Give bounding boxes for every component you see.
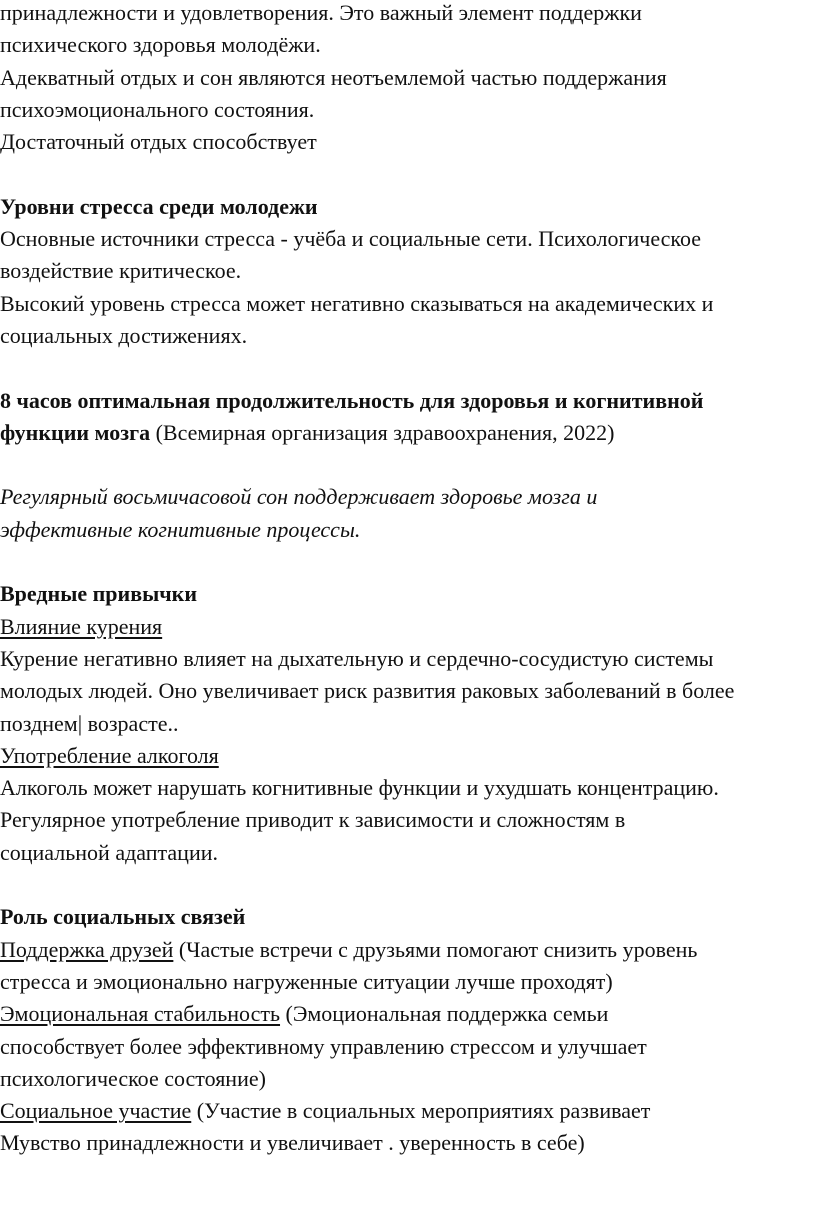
smoking-line-1: Курение негативно влияет на дыхательную и сердечно-сосудистую системы [0,645,714,671]
participation-title: Социальное участие [0,1098,192,1124]
participation-line-1 [0,1095,816,1127]
alcohol-title-line [0,740,816,772]
emotional-line-2: способствует более эффективному управлению стрессом и улучшает [0,1033,647,1059]
alcohol-line-1: Алкоголь может нарушать когнитивные функции и ухудшать концентрацию. [0,775,719,801]
emotional-line-1 [0,998,816,1030]
stress-line-2: воздействие критическое. [0,258,242,284]
intro-line-5: Достаточный отдых способствует [0,129,317,155]
alcohol-line-2: Регулярное употребление приводит к зависимости и сложностям в [0,807,626,833]
habits-heading: Вредные привычки [0,581,198,607]
sleep-italic-line-1: Регулярный восьмичасовой сон поддерживает здоровье мозга и [0,484,598,510]
smoking-title-line [0,611,816,643]
sleep-line-2 [0,417,816,449]
stress-heading: Уровни стресса среди молодежи [0,193,318,219]
spacer [0,158,816,190]
sleep-bold-line-1: 8 часов оптимальная продолжительность для здоровья и когнитивной [0,387,704,413]
sleep-source: (Всемирная организация здравоохранения, 2022) [150,419,615,445]
participation-line-2: Мувство принадлежности и увеличивает . уверенность в себе) [0,1130,585,1156]
stress-line-3: Высокий уровень стресса может негативно сказываться на академических и [0,290,714,316]
intro-line-1: принадлежности и удовлетворения. Это важный элемент поддержки [0,0,642,25]
spacer [0,869,816,901]
spacer [0,352,816,384]
alcohol-title: Употребление алкоголя [0,742,219,768]
smoking-line-3: позднем| возрасте.. [0,710,179,736]
spacer [0,546,816,578]
emotional-line-3: психологическое состояние) [0,1065,266,1091]
intro-line-4: психоэмоционального состояния. [0,96,315,122]
spacer [0,449,816,481]
social-heading: Роль социальных связей [0,904,246,930]
participation-text-1: (Участие в социальных мероприятиях развивает [191,1098,651,1124]
emotional-text-1: (Эмоциональная поддержка семьи [280,1001,609,1027]
sleep-italic-line-2: эффективные когнитивные процессы. [0,516,361,542]
friends-line-2: стресса и эмоционально нагруженные ситуации лучше проходят) [0,968,613,994]
friends-line-1 [0,934,816,966]
stress-line-4: социальных достижениях. [0,322,248,348]
emotional-title: Эмоциональная стабильность [0,1001,281,1027]
alcohol-line-3: социальной адаптации. [0,839,219,865]
sleep-bold-line-2: функции мозга [0,419,151,445]
smoking-line-2: молодых людей. Оно увеличивает риск развития раковых заболеваний в более [0,678,735,704]
friends-title: Поддержка друзей [0,936,174,962]
intro-line-2: психического здоровья молодёжи. [0,32,321,58]
stress-line-1: Основные источники стресса - учёба и социальные сети. Психологическое [0,226,702,252]
intro-line-3: Адекватный отдых и сон являются неотъемлемой частью поддержания [0,64,667,90]
smoking-title: Влияние курения [0,613,163,639]
friends-text-1: (Частые встречи с друзьями помогают снизить уровень [173,936,698,962]
